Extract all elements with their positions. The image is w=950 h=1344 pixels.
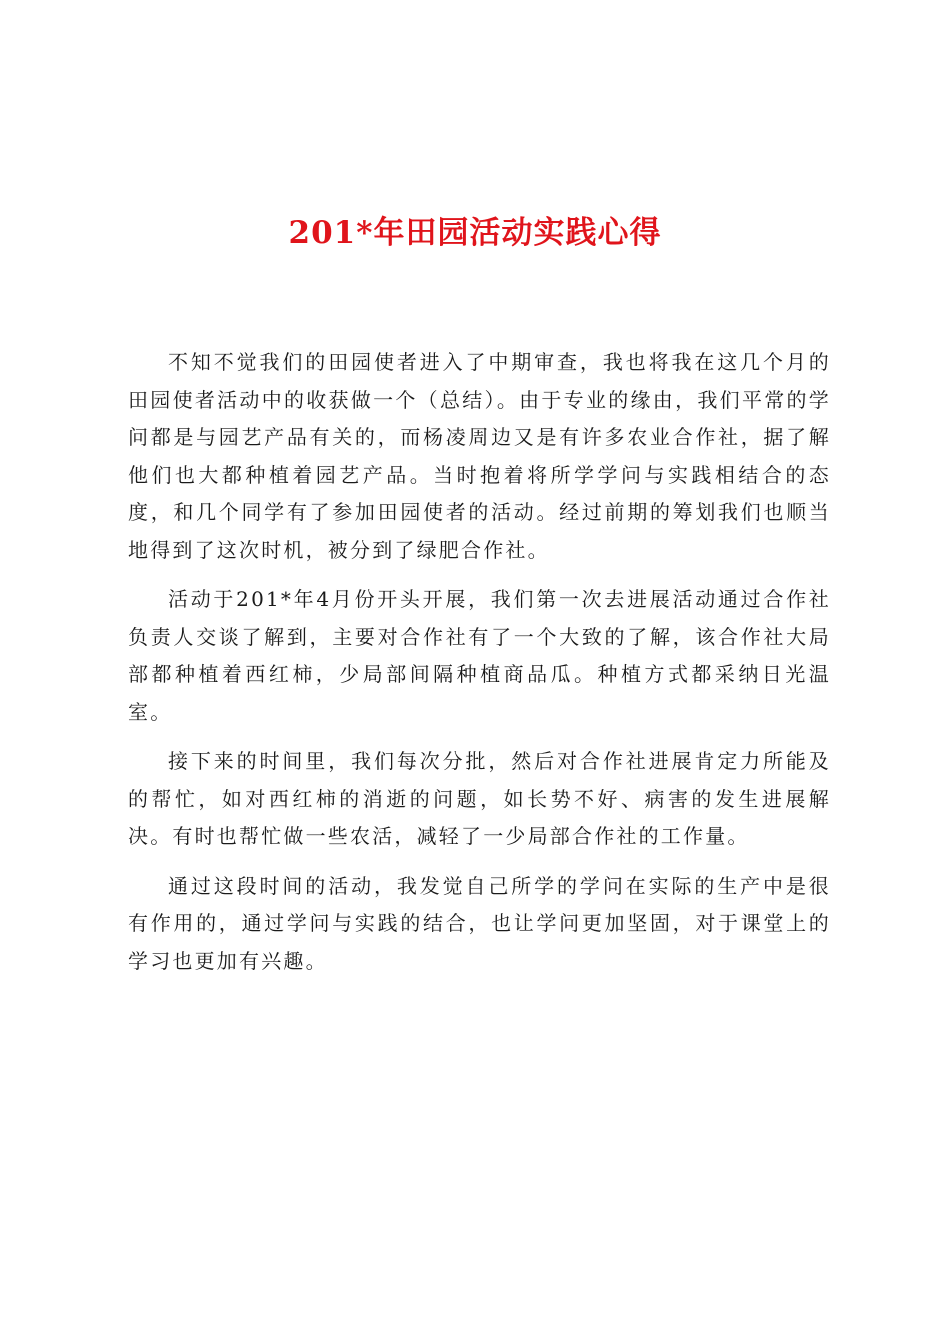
document-title: 201*年田园活动实践心得 [288,215,662,251]
document-body [128,344,831,992]
paragraph-4: 通过这段时间的活动，我发觉自己所学的学问在实际的生产中是很有作用的，通过学问与实践的结合，也让学问更加坚固，对于课堂上的学习也更加有兴趣。 [128,873,831,973]
paragraph-3: 接下来的时间里，我们每次分批，然后对合作社进展肯定力所能及的帮忙，如对西红柿的消逝的问题，如长势不好、病害的发生进展解决。有时也帮忙做一些农活，减轻了一少局部合作社的工作量。 [128,749,831,848]
paragraph-2: 活动于201*年4月份开头开展，我们第一次去进展活动通过合作社负责人交谈了解到，主要对合作社有了一个大致的了解，该合作社大局部都种植着西红柿，少局部间隔种植商品瓜。种植方式都采纳日光温室。 [128,587,831,724]
paragraph-1: 不知不觉我们的田园使者进入了中期审查，我也将我在这几个月的田园使者活动中的收获做一个（总结）。由于专业的缘由，我们平常的学问都是与园艺产品有关的，而杨凌周边又是有许多农业合作社，据了解他们也大都种植着园艺产品。当时抱着将所学学问与实践相结合的态度，和几个同学有了参加田园使者的活动。经过前期的筹划我们也顺当地得到了这次时机，被分到了绿肥合作社。 [128,350,831,562]
